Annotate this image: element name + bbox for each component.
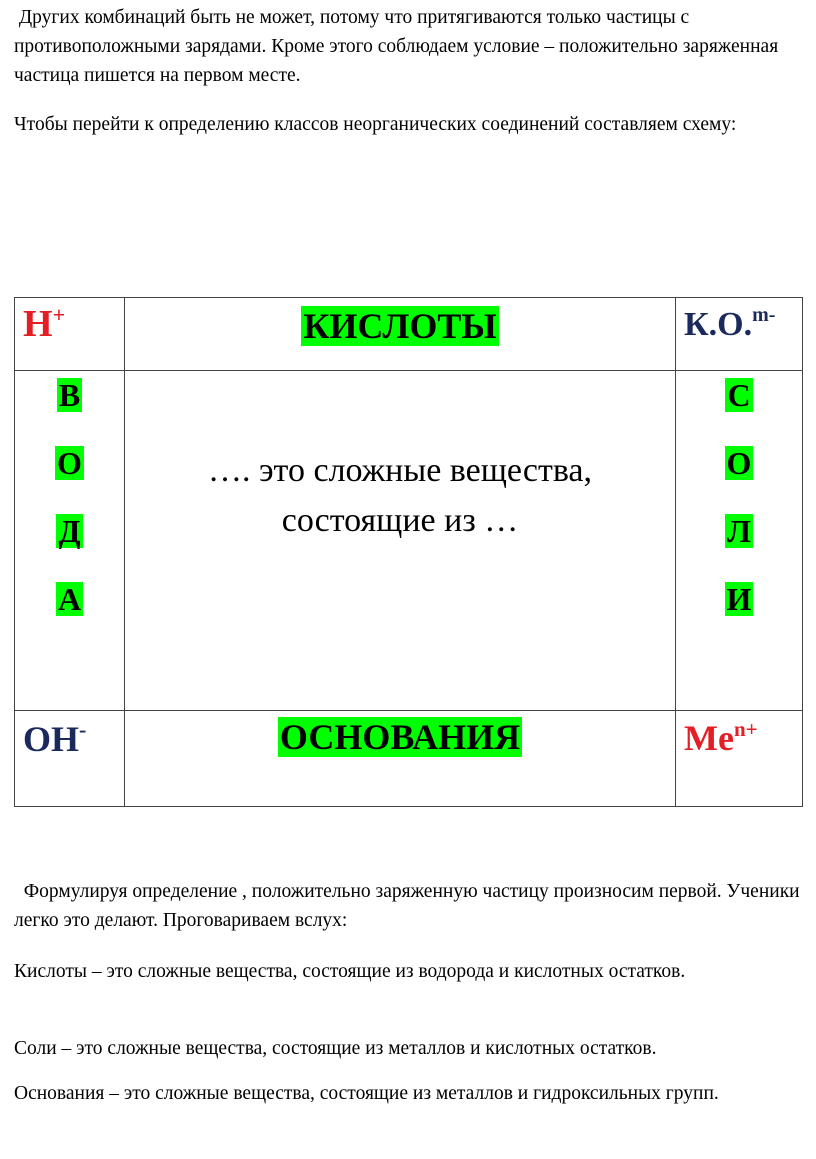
- salts-letter: И: [726, 581, 752, 617]
- hydroxide-ion: ОН-: [23, 717, 87, 759]
- salts-vertical-word: [676, 371, 802, 650]
- bases-definition: Основания – это сложные вещества, состоящие из металлов и гидроксильных групп.: [14, 1083, 719, 1104]
- cell-metal: [676, 711, 803, 807]
- water-letter: А: [57, 581, 82, 617]
- formulation-paragraph: Формулируя определение , положительно заряженную частицу произносим первой. Ученики легко это делают. Проговариваем вслух:: [14, 881, 800, 931]
- cell-water: [15, 371, 125, 711]
- acids-heading: КИСЛОТЫ: [303, 306, 497, 346]
- intro-paragraph: Других комбинаций быть не может, потому что притягиваются только частицы с противоположными зарядами. Кроме этого соблюдаем условие – положительно заряженная частица пишется на первом месте.: [14, 7, 779, 86]
- acids-definition: Кислоты – это сложные вещества, состоящие из водорода и кислотных остатков.: [14, 961, 686, 982]
- salts-letter: О: [726, 445, 752, 481]
- water-letter: О: [57, 445, 82, 481]
- classes-scheme-table: [14, 297, 803, 807]
- cell-definition: [125, 371, 676, 711]
- cell-acids: [125, 298, 676, 371]
- cell-h-plus: [15, 298, 125, 371]
- salts-letter: Л: [727, 513, 751, 549]
- water-letter: Д: [58, 513, 81, 549]
- acid-residue-ion: К.О.$^{m-}$: [684, 304, 776, 343]
- bases-heading: ОСНОВАНИЯ: [279, 717, 521, 757]
- cell-hydroxide: [15, 711, 125, 807]
- cell-acid-residue: [676, 298, 803, 371]
- water-vertical-word: [15, 371, 124, 650]
- cell-bases: [125, 711, 676, 807]
- water-letter: В: [58, 377, 81, 413]
- hydrogen-ion: Н+: [23, 302, 66, 345]
- definition-text: …. это сложные вещества, состоящие из …: [207, 452, 593, 539]
- metal-ion: $Me^{n+}$: [684, 717, 758, 758]
- salts-definition: Соли – это сложные вещества, состоящие из металлов и кислотных остатков.: [14, 1038, 657, 1059]
- scheme-intro-paragraph: Чтобы перейти к определению классов неорганических соединений составляем схему:: [14, 114, 737, 135]
- salts-letter: С: [727, 377, 751, 413]
- cell-salts: [676, 371, 803, 711]
